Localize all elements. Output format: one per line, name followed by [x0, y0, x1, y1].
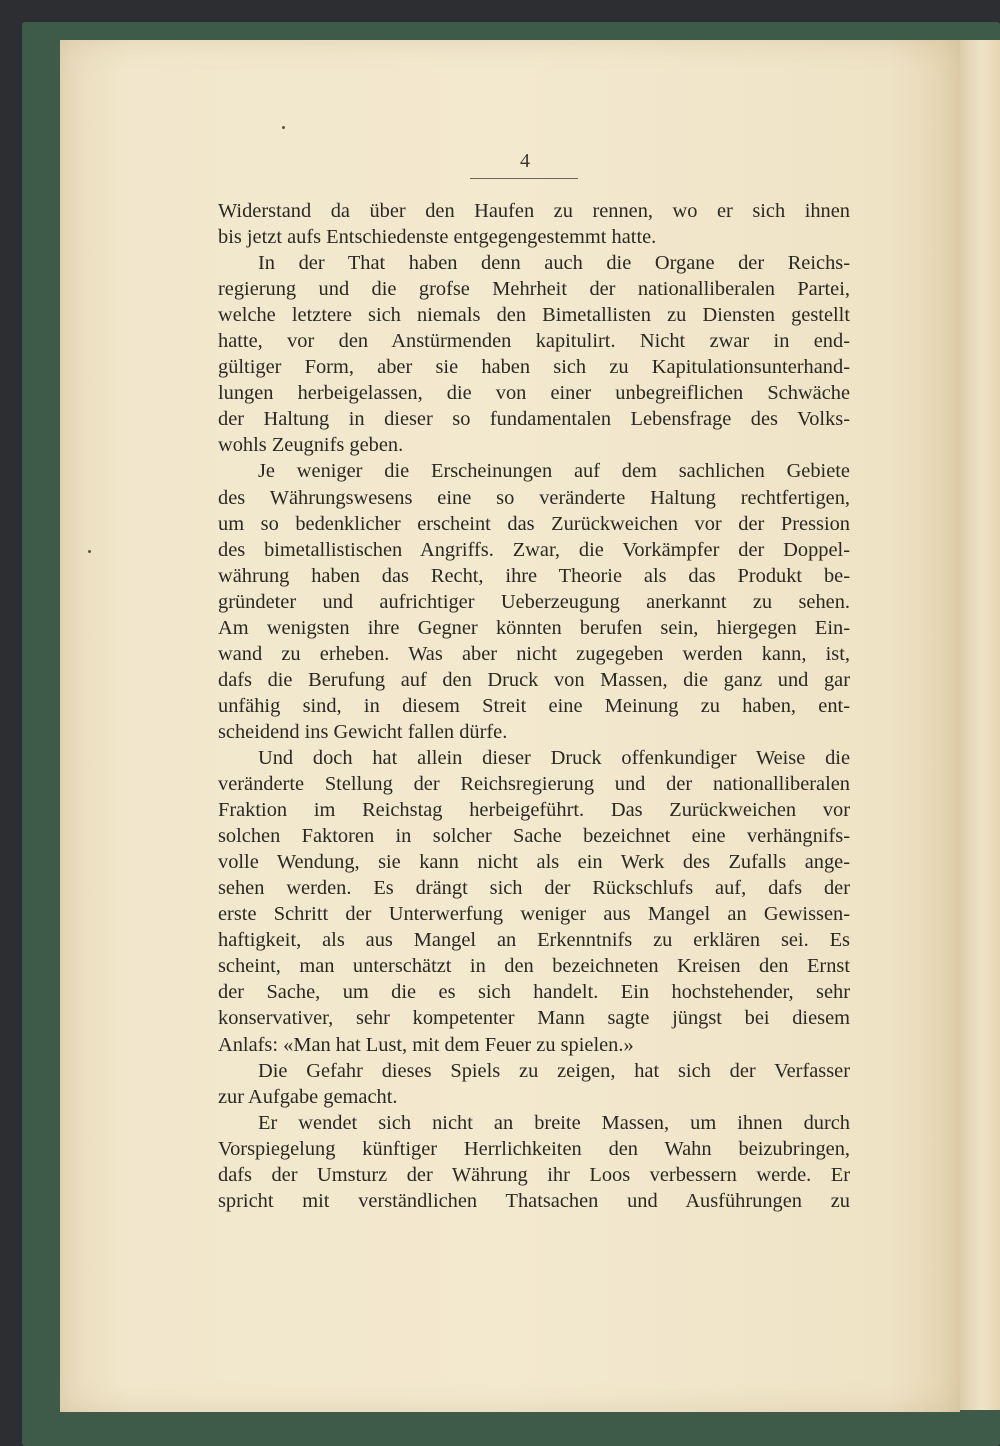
text-line: dafs der Umsturz der Währung ihr Loos verbessern werde. Er — [218, 1163, 850, 1186]
text-line: des Währungswesens eine so veränderte Haltung rechtfertigen, — [218, 486, 850, 509]
text-line: der Haltung in dieser so fundamentalen Lebensfrage des Volks- — [218, 408, 850, 431]
text-line: solchen Faktoren in solcher Sache bezeichnet eine verhängnifs- — [218, 825, 850, 848]
text-line: scheint, man unterschätzt in den bezeichneten Kreisen den Ernst — [218, 955, 850, 978]
text-line: konservativer, sehr kompetenter Mann sagte jüngst bei diesem — [218, 1007, 850, 1030]
text-line: lungen herbeigelassen, die von einer unbegreiflichen Schwäche — [218, 382, 850, 405]
text-line: des bimetallistischen Angriffs. Zwar, die Vorkämpfer der Doppel- — [218, 538, 850, 561]
text-line: veränderte Stellung der Reichsregierung und der nationalliberalen — [218, 773, 850, 796]
page-number: 4 — [520, 150, 530, 172]
text-line: volle Wendung, sie kann nicht als ein Werk des Zufalls ange- — [218, 851, 850, 874]
text-line: Er wendet sich nicht an breite Massen, um ihnen durch — [258, 1111, 850, 1134]
text-line: welche letztere sich niemals den Bimetallisten zu Diensten gestellt — [218, 304, 850, 327]
text-line: Widerstand da über den Haufen zu rennen, wo er sich ihnen — [218, 200, 850, 222]
text-line: unfähig sind, in diesem Streit eine Meinung zu haben, ent- — [218, 694, 850, 717]
text-line: sehen werden. Es drängt sich der Rückschlufs auf, dafs der — [218, 877, 850, 900]
text-line: erste Schritt der Unterwerfung weniger aus Mangel an Gewissen- — [218, 903, 850, 926]
text-line: wand zu erheben. Was aber nicht zugegeben werden kann, ist, — [218, 642, 850, 665]
text-line: scheidend ins Gewicht fallen dürfe. — [218, 720, 508, 743]
text-line: Vorspiegelung künftiger Herrlichkeiten den Wahn beizubringen, — [218, 1137, 850, 1160]
text-line: wohls Zeugnifs geben. — [218, 434, 404, 457]
text-line: gründeter und aufrichtiger Ueberzeugung anerkannt zu sehen. — [218, 590, 850, 613]
text-line: Anlafs: «Man hat Lust, mit dem Feuer zu spielen.» — [218, 1033, 634, 1056]
text-line: hatte, vor den Anstürmenden kapitulirt. Nicht zwar in end- — [218, 330, 850, 353]
text-line: der Sache, um die es sich handelt. Ein hochstehender, sehr — [218, 981, 850, 1004]
text-line: spricht mit verständlichen Thatsachen und Ausführungen zu — [218, 1189, 850, 1212]
text-line: Und doch hat allein dieser Druck offenkundiger Weise die — [258, 746, 850, 769]
text-line: Die Gefahr dieses Spiels zu zeigen, hat sich der Verfasser — [258, 1059, 850, 1082]
body-text — [218, 198, 850, 1214]
text-line: zur Aufgabe gemacht. — [218, 1085, 398, 1108]
paper-speck — [282, 126, 285, 129]
text-line: bis jetzt aufs Entschiedenste entgegengestemmt hatte. — [218, 226, 657, 249]
text-line: regierung und die grofse Mehrheit der nationalliberalen Partei, — [218, 278, 850, 301]
text-line: haftigkeit, als aus Mangel an Erkenntnifs zu erklären sei. Es — [218, 929, 850, 952]
text-line: gültiger Form, aber sie haben sich zu Kapitulationsunterhand- — [218, 356, 850, 379]
paper-speck — [88, 550, 91, 553]
facing-page-edge — [955, 40, 1000, 1410]
text-line: Am wenigsten ihre Gegner könnten berufen sein, hiergegen Ein- — [218, 616, 850, 639]
text-line: In der That haben denn auch die Organe der Reichs- — [258, 252, 850, 275]
text-line: dafs die Berufung auf den Druck von Massen, die ganz und gar — [218, 668, 850, 691]
text-line: Fraktion im Reichstag herbeigeführt. Das Zurückweichen vor — [218, 799, 850, 822]
page-number-rule — [470, 178, 578, 179]
text-line: Je weniger die Erscheinungen auf dem sachlichen Gebiete — [258, 460, 850, 483]
text-line: um so bedenklicher erscheint das Zurückweichen vor der Pression — [218, 512, 850, 535]
text-line: währung haben das Recht, ihre Theorie als das Produkt be- — [218, 564, 850, 587]
